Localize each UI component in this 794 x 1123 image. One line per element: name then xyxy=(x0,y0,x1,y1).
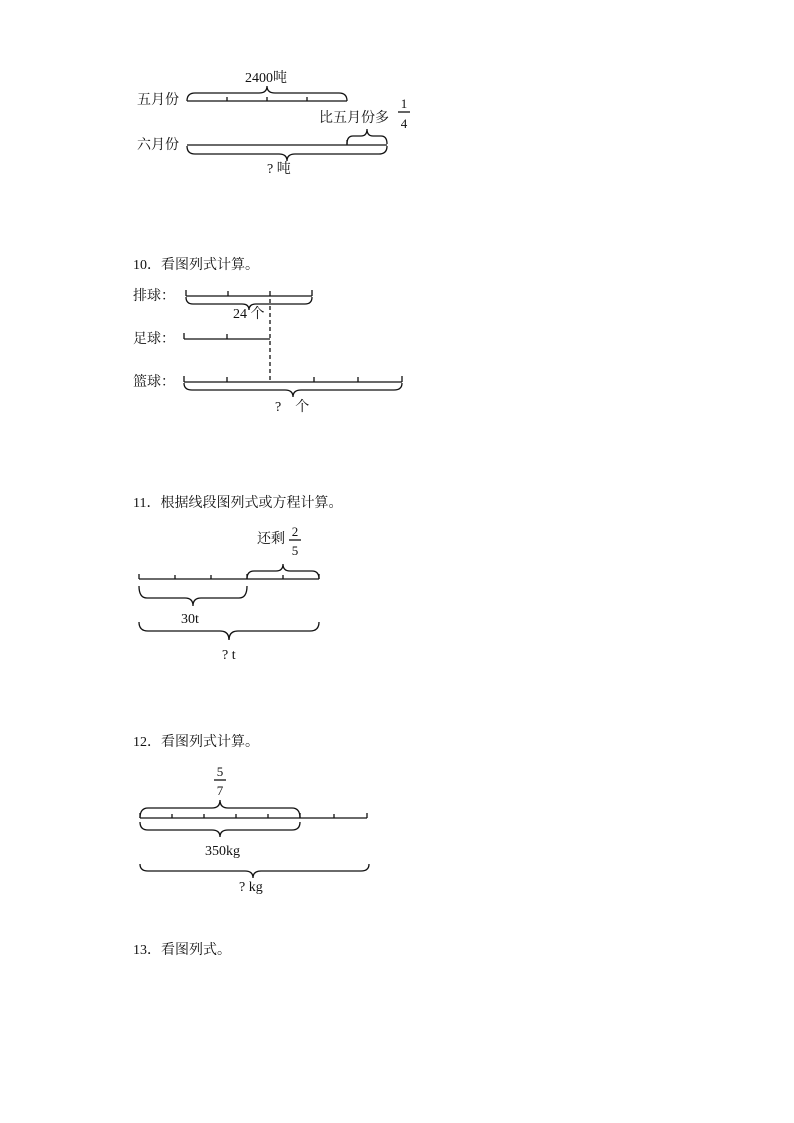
label-remaining: 还剩 xyxy=(257,532,285,547)
label-may-total: 2400吨 xyxy=(245,71,287,86)
label-known: 350kg xyxy=(205,844,240,859)
label-football: 足球： xyxy=(133,332,175,347)
fraction-numerator: 1 xyxy=(400,96,408,111)
fraction-numerator: 2 xyxy=(291,524,299,539)
label-may: 五月份 xyxy=(137,93,179,108)
question-11 xyxy=(133,494,342,663)
question-12-heading: 12．看图列式计算。 xyxy=(133,735,259,750)
question-12 xyxy=(133,733,369,895)
label-unknown: ? kg xyxy=(239,880,263,895)
label-june-unknown: ? 吨 xyxy=(267,162,291,177)
brace-total xyxy=(139,622,319,640)
label-june: 六月份 xyxy=(137,138,179,153)
label-volleyball: 排球： xyxy=(133,289,175,304)
brace-extra xyxy=(347,129,387,144)
brace-known xyxy=(140,822,300,837)
question-10-heading: 10．看图列式计算。 xyxy=(133,258,259,273)
fraction-denominator: 5 xyxy=(291,543,299,558)
label-basketball-unknown: ? 个 xyxy=(275,400,310,415)
brace-known xyxy=(139,586,247,606)
fraction-denominator: 7 xyxy=(216,783,224,798)
question-13-heading: 13．看图列式。 xyxy=(133,943,231,958)
brace-june-total xyxy=(187,146,387,161)
label-more-than: 比五月份多 xyxy=(319,111,389,126)
brace-total xyxy=(140,864,369,878)
question-10 xyxy=(133,256,402,415)
diagram-may-june xyxy=(137,70,410,177)
question-11-heading: 11．根据线段图列式或方程计算。 xyxy=(133,496,343,511)
question-13 xyxy=(133,942,231,958)
fraction-numerator: 5 xyxy=(216,764,224,779)
label-known: 30t xyxy=(181,612,199,627)
label-basketball: 篮球： xyxy=(133,375,175,390)
label-volleyball-count: 24 个 xyxy=(233,307,265,322)
fraction-denominator: 4 xyxy=(400,116,408,131)
brace-basketball xyxy=(184,383,402,397)
label-unknown: ? t xyxy=(222,648,236,663)
brace-fraction xyxy=(140,800,300,818)
